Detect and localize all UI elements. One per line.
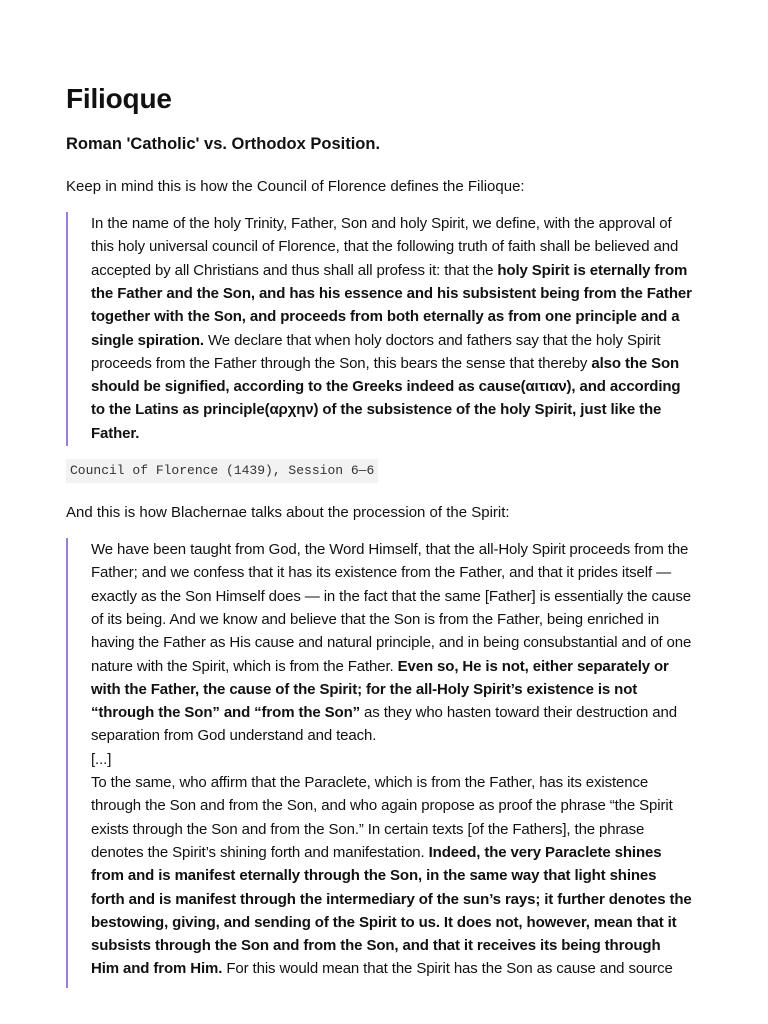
emphasized-text: also the Son xyxy=(591,354,680,372)
quote-text: this holy universal council of Florence, that the following truth of faith shall be believed and xyxy=(91,238,679,256)
emphasized-text: Indeed, the very Paraclete shines xyxy=(428,843,662,861)
quote-line xyxy=(91,398,661,421)
quote-line xyxy=(91,305,679,328)
emphasized-text: to the Latins as principle(αρχην) of the subsistence of the holy Spirit, just like the xyxy=(91,401,662,419)
quote-line xyxy=(91,724,376,747)
quote-line xyxy=(91,655,669,678)
quote-line xyxy=(91,957,673,980)
emphasized-text: bestowing, giving, and sending of the Spirit to us. It does not, however, mean that it xyxy=(91,913,677,931)
quote-text: nature with the Spirit, which is from the Father. xyxy=(91,657,398,675)
quote-line xyxy=(91,329,660,352)
quote-line xyxy=(91,585,691,608)
emphasized-text: should be signified, according to the Greeks indeed as cause(αιτιαν), and according xyxy=(91,378,681,396)
quote-line xyxy=(91,538,688,561)
quote-line xyxy=(91,888,692,911)
intro-paragraph-blachernae: And this is how Blachernae talks about the procession of the Spirit: xyxy=(66,504,510,521)
emphasized-text: subsists through the Son and from the Son, and that it receives its being through xyxy=(91,937,661,955)
quote-line xyxy=(91,375,680,398)
quote-line xyxy=(91,678,637,701)
quote-line xyxy=(91,818,644,841)
quote-text: exactly as the Son Himself does — in the fact that the same [Father] is essentially the cause xyxy=(91,587,691,605)
emphasized-text: Him and from Him. xyxy=(91,960,223,978)
emphasized-text: forth and is manifest through the intermediary of the sun’s rays; it further denotes the xyxy=(91,890,692,908)
page-title: Filioque xyxy=(66,83,172,114)
quote-text: [...] xyxy=(91,750,112,768)
quote-line xyxy=(91,259,687,282)
blockquote-blachernae xyxy=(66,538,706,988)
emphasized-text: from and is manifest eternally through the Son, in the same way that light shines xyxy=(91,867,657,885)
quote-text: In the name of the holy Trinity, Father, Son and holy Spirit, we define, with the approval of xyxy=(91,215,672,232)
quote-text: For this would mean that the Spirit has the Son as cause and source xyxy=(222,960,673,978)
quote-line xyxy=(91,212,672,235)
citation-florence: Council of Florence (1439), Session 6—6 xyxy=(66,459,378,483)
quote-text: having the Father as His cause and natural principle, and in being consubstantial and of one xyxy=(91,634,692,652)
quote-text: through the Son and from the Son, and who again propose as proof the phrase “the Spirit xyxy=(91,797,673,815)
quote-line xyxy=(91,631,691,654)
quote-line xyxy=(91,701,677,724)
section-heading: Roman 'Catholic' vs. Orthodox Position. xyxy=(66,135,381,153)
quote-line xyxy=(91,608,659,631)
emphasized-text: Father. xyxy=(91,424,140,442)
emphasized-text: Even so, He is not, either separately or xyxy=(397,657,669,675)
emphasized-text: “through the Son” and “from the Son” xyxy=(91,704,360,722)
quote-text: proceeds from the Father through the Son, this bears the sense that thereby xyxy=(91,354,592,372)
quote-text: denotes the Spirit’s shining forth and manifestation. xyxy=(91,843,429,861)
quote-text: as they who hasten toward their destruction and xyxy=(360,704,677,722)
intro-paragraph-florence: Keep in mind this is how the Council of Florence defines the Filioque: xyxy=(66,178,525,195)
quote-line xyxy=(91,748,111,771)
quote-text: separation from God understand and teach. xyxy=(91,727,377,745)
quote-text: We have been taught from God, the Word Himself, that the all-Holy Spirit proceeds from the xyxy=(91,541,689,558)
emphasized-text: together with the Son, and proceeds from both eternally as from one principle and a xyxy=(91,308,680,326)
quote-line xyxy=(91,911,677,934)
emphasized-text: holy Spirit is eternally from xyxy=(497,261,688,279)
quote-text: accepted by all Christians and thus shall all profess it: that the xyxy=(91,261,498,279)
blockquote-florence xyxy=(66,212,706,446)
quote-line xyxy=(91,771,648,794)
quote-line xyxy=(91,934,661,957)
quote-text: We declare that when holy doctors and fathers say that the holy Spirit xyxy=(203,331,661,349)
quote-text: of its being. And we know and believe that the Son is from the Father, being enriched in xyxy=(91,610,660,628)
emphasized-text: the Father and the Son, and has his essence and his subsistent being from the Father xyxy=(91,284,692,302)
quote-text: To the same, who affirm that the Paraclete, which is from the Father, has its existence xyxy=(91,774,649,791)
quote-line xyxy=(91,422,139,445)
quote-line xyxy=(91,282,692,305)
quote-line xyxy=(91,794,673,817)
quote-line xyxy=(91,864,656,887)
quote-line xyxy=(91,352,679,375)
quote-text: Father; and we confess that it has its existence from the Father, and that it prides itself — xyxy=(91,564,671,582)
emphasized-text: with the Father, the cause of the Spirit; for the all-Holy Spirit’s existence is not xyxy=(91,680,638,698)
quote-line xyxy=(91,235,678,258)
quote-line xyxy=(91,841,661,864)
quote-text: exists through the Son and from the Son.” In certain texts [of the Fathers], the phrase xyxy=(91,820,645,838)
emphasized-text: single spiration. xyxy=(91,331,204,349)
quote-line xyxy=(91,561,671,584)
